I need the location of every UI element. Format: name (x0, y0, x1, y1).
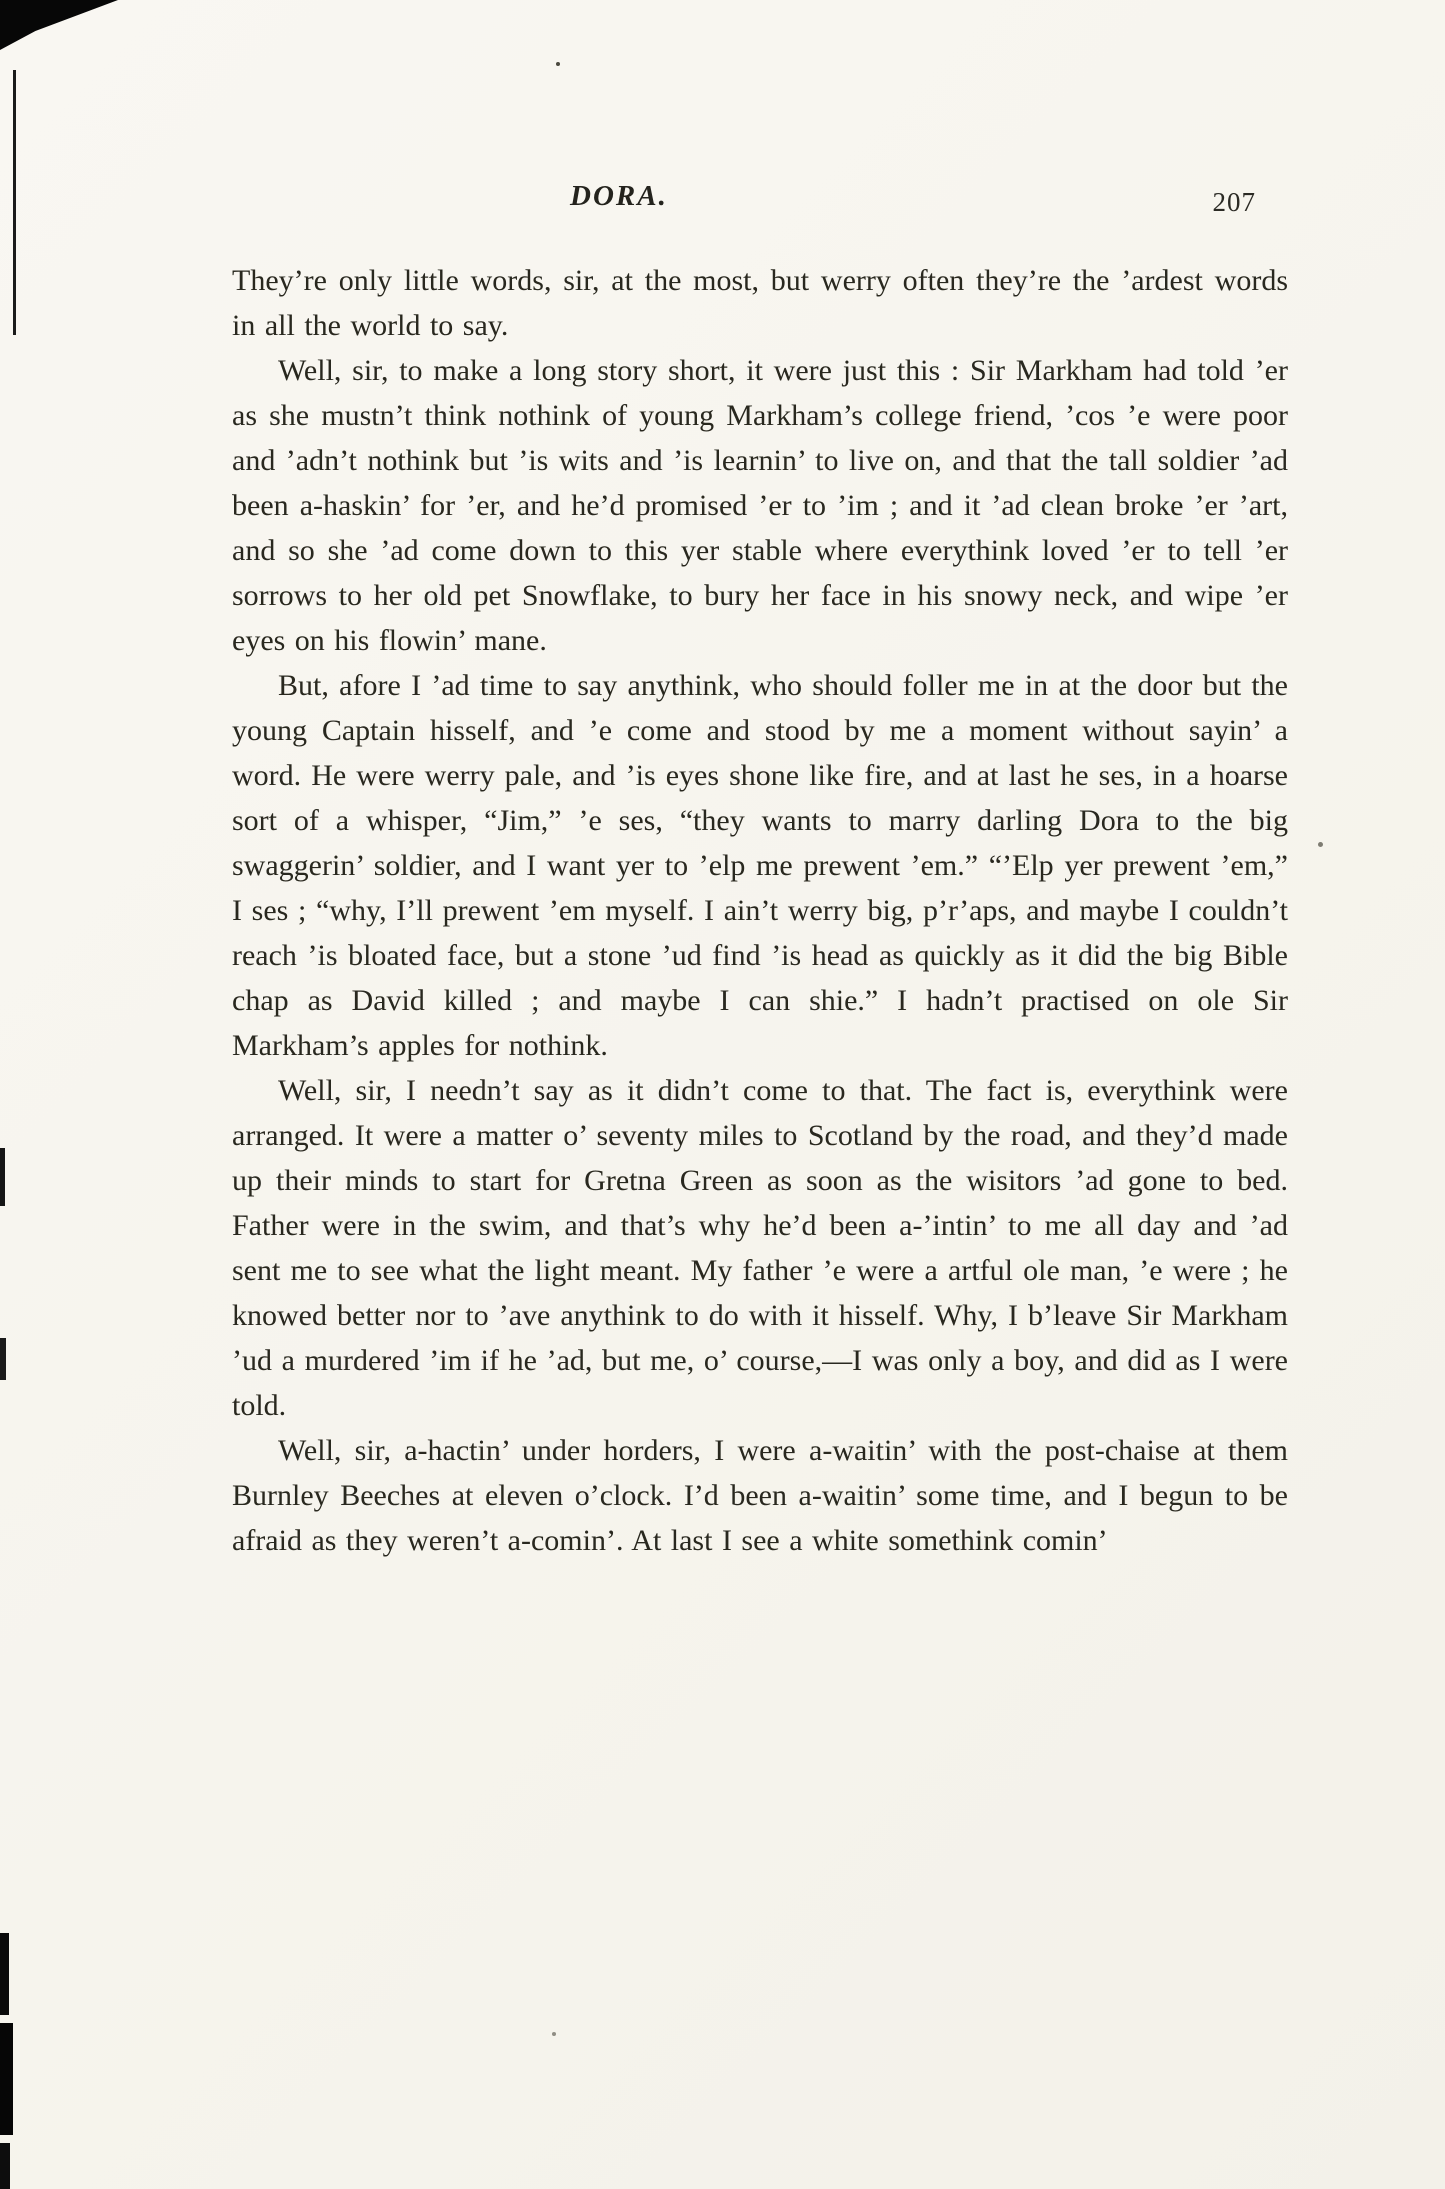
paragraph: They’re only little words, sir, at the most, but werry often they’re the ’ardest words in all the world to say. (232, 264, 1288, 342)
paragraph: Well, sir, I needn’t say as it didn’t come to that. The fact is, everythink were arranged. It were a matter o’ seventy miles to Scotland by the road, and they’d made up their minds to start for Gretna Green as soon as the wisitors ’ad gone to bed. Father were in the swim, and that’s why he’d been a-’intin’ to me all day and ’ad sent me to see what the light meant. My father ’e were a artful ole man, ’e were ; he knowed better nor to ’ave anythink to do with it hisself. Why, I b’leave Sir Markham ’ud a murdered ’im if he ’ad, but me, o’ course,—I was only a boy, and did as I were told. (232, 1074, 1288, 1422)
scan-artifact-binding-mark (0, 2023, 13, 2135)
page-number: 207 (1212, 187, 1256, 217)
paragraph: But, afore I ’ad time to say anythink, who should foller me in at the door but the young Captain hisself, and ’e come and stood by me a moment without sayin’ a word. He were werry pale, and ’is eyes shone like fire, and at last he ses, in a hoarse sort of a whisper, “Jim,” ’e ses, “they wants to marry darling Dora to the big swaggerin’ soldier, and I want yer to ’elp me prewent ’em.” “’Elp yer prewent ’em,” I ses ; “why, I’ll prewent ’em myself. I ain’t werry big, p’r’aps, and maybe I couldn’t reach ’is bloated face, but a stone ’ud find ’is head as quickly as it did the big Bible chap as David killed ; and maybe I can shie.” I hadn’t practised on ole Sir Markham’s apples for nothink. (232, 669, 1288, 1062)
scan-artifact-corner-wedge (0, 0, 118, 50)
scan-speck (556, 62, 560, 66)
text-block (232, 258, 1288, 1563)
scan-speck (1318, 842, 1323, 847)
page-title: DORA. (570, 180, 668, 212)
scan-artifact-edge-mark (0, 1338, 6, 1380)
scan-speck (552, 2032, 556, 2036)
scan-artifact-left-line (13, 70, 16, 335)
paragraph: Well, sir, to make a long story short, it were just this : Sir Markham had told ’er as she mustn’t think nothink of young Markham’s college friend, ’cos ’e were poor and ’adn’t nothink but ’is wits and ’is learnin’ to live on, and that the tall soldier ’ad been a-haskin’ for ’er, and he’d promised ’er to ’im ; and it ’ad clean broke ’er ’art, and so she ’ad come down to this yer stable where everythink loved ’er to tell ’er sorrows to her old pet Snowflake, to bury her face in his snowy neck, and wipe ’er eyes on his flowin’ mane. (232, 354, 1288, 657)
scan-artifact-binding-mark (0, 2143, 10, 2189)
running-head (232, 180, 1288, 222)
paragraph: Well, sir, a-hactin’ under horders, I were a-waitin’ with the post-chaise at them Burnley Beeches at eleven o’clock. I’d been a-waitin’ some time, and I begun to be afraid as they weren’t a-comin’. At last I see a white somethink comin’ (232, 1434, 1288, 1557)
scan-artifact-edge-mark (0, 1148, 5, 1206)
scan-artifact-binding-mark (0, 1933, 9, 2015)
